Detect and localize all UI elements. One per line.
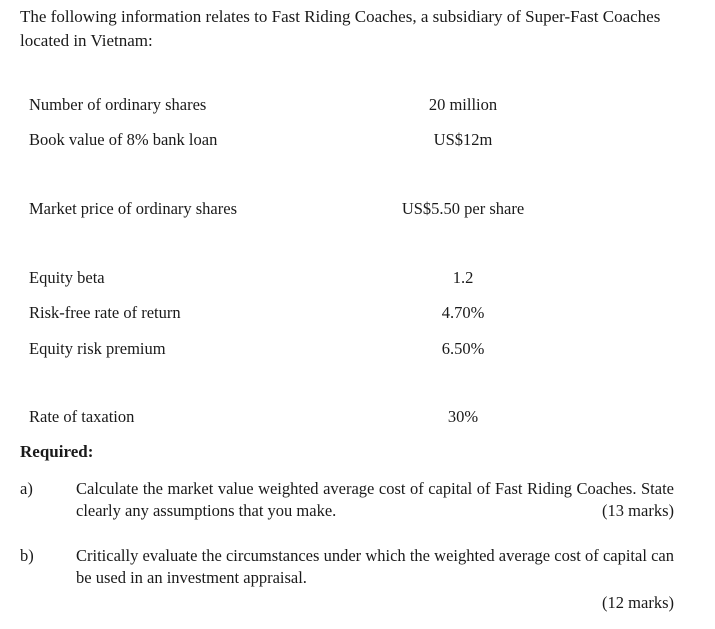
row-value-bank-loan: US$12m — [433, 130, 493, 149]
row-label-equity-risk-premium: Equity risk premium — [29, 339, 166, 358]
row-value-tax-rate: 30% — [447, 407, 479, 426]
question-b-marks: (12 marks) — [602, 593, 674, 612]
row-value-ordinary-shares: 20 million — [428, 95, 498, 114]
row-label-tax-rate: Rate of taxation — [29, 407, 135, 426]
question-a-text: Calculate the market value weighted average cost of capital of Fast Riding Coaches. State clearly any assumptions that you make. — [76, 479, 674, 520]
row-value-equity-beta: 1.2 — [452, 268, 474, 287]
row-label-market-price: Market price of ordinary shares — [29, 199, 237, 218]
row-value-risk-free-rate: 4.70% — [441, 303, 485, 322]
question-a-letter: a) — [20, 479, 33, 498]
row-value-equity-risk-premium: 6.50% — [441, 339, 485, 358]
question-b-text: Critically evaluate the circumstances under which the weighted average cost of capital can be used in an investment appraisal. — [76, 546, 674, 587]
row-label-risk-free-rate: Risk-free rate of return — [29, 303, 181, 322]
row-label-equity-beta: Equity beta — [29, 268, 105, 287]
required-heading: Required: — [20, 442, 94, 461]
intro-paragraph: The following information relates to Fast Riding Coaches, a subsidiary of Super-Fast Coaches located in Vietnam: — [20, 7, 661, 50]
row-value-market-price: US$5.50 per share — [401, 199, 525, 218]
row-label-bank-loan: Book value of 8% bank loan — [29, 130, 218, 149]
question-b-letter: b) — [20, 546, 34, 565]
row-label-ordinary-shares: Number of ordinary shares — [29, 95, 207, 114]
question-a-marks: (13 marks) — [602, 501, 674, 520]
